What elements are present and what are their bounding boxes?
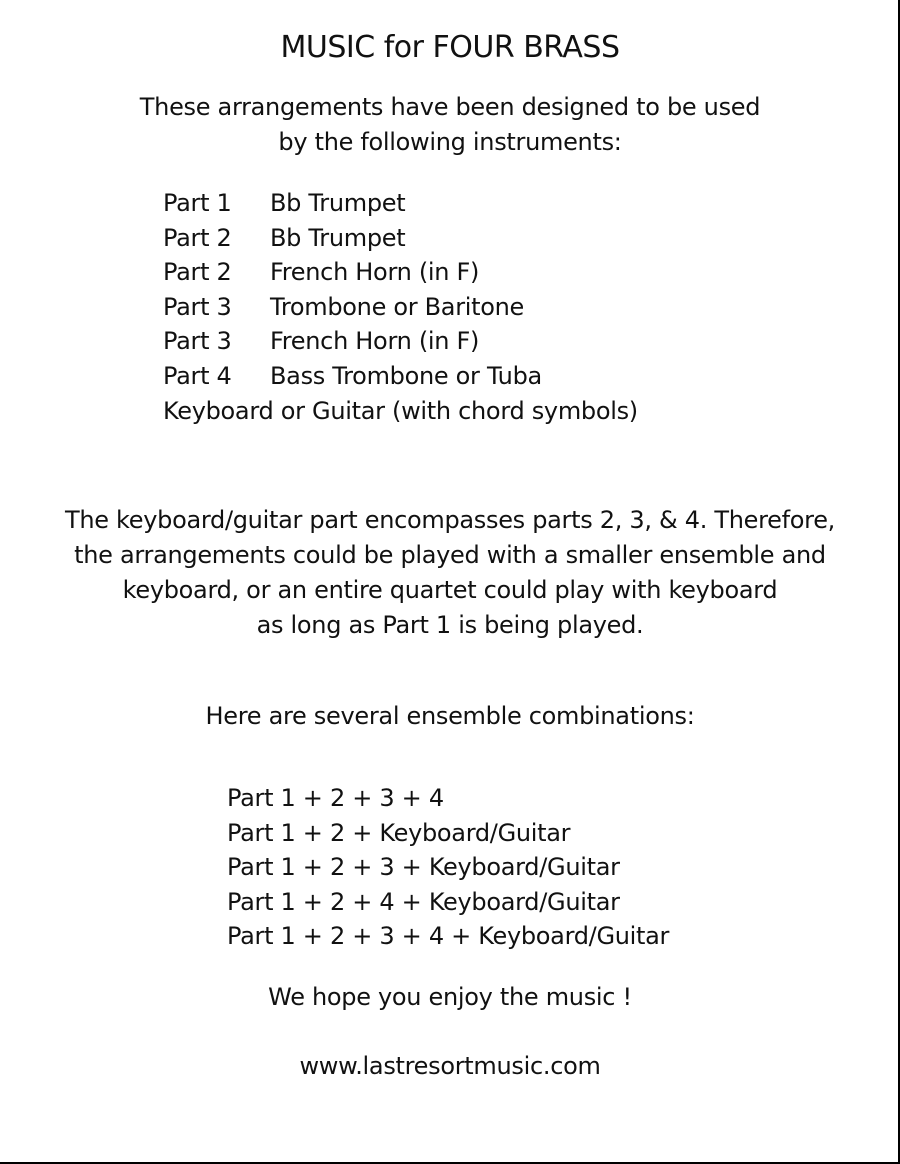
- instrument-row: [163, 290, 638, 325]
- intro-line-2: by the following instruments:: [278, 128, 622, 156]
- combination-item: Part 1 + 2 + 3 + Keyboard/Guitar: [227, 853, 620, 882]
- instrument-row: [163, 324, 638, 359]
- part-label: Part 2: [163, 223, 232, 252]
- closing-line: We hope you enjoy the music !: [268, 983, 632, 1011]
- combination-list: [227, 781, 669, 954]
- combination-item: Part 1 + 2 + 3 + 4 + Keyboard/Guitar: [227, 922, 670, 951]
- combinations-heading: Here are several ensemble combinations:: [205, 702, 695, 730]
- instrument-list: [163, 186, 638, 428]
- instrument-row: [163, 186, 638, 221]
- combination-item: Part 1 + 2 + 3 + 4: [227, 784, 444, 812]
- instrument-name: Bb Trumpet: [270, 223, 406, 252]
- instrument-name: Trombone or Baritone: [270, 292, 525, 321]
- intro-line-1: These arrangements have been designed to be used: [139, 93, 761, 121]
- instrument-row: [163, 255, 638, 290]
- part-label: Part 3: [163, 327, 232, 356]
- instrument-name: French Horn (in F): [270, 258, 480, 287]
- keyboard-paragraph-line-3: keyboard, or an entire quartet could play with keyboard: [122, 576, 778, 604]
- page-title: MUSIC for FOUR BRASS: [280, 30, 620, 65]
- instrument-name: French Horn (in F): [270, 327, 480, 356]
- part-label: Part 3: [163, 292, 232, 321]
- instrument-name: Bb Trumpet: [270, 189, 406, 217]
- keyboard-paragraph-line-1: The keyboard/guitar part encompasses parts 2, 3, & 4. Therefore,: [64, 506, 835, 534]
- part-label: Part 2: [163, 258, 232, 287]
- keyboard-guitar-line: Keyboard or Guitar (with chord symbols): [163, 396, 638, 425]
- keyboard-paragraph-line-4: as long as Part 1 is being played.: [256, 611, 644, 639]
- part-label: Part 4: [163, 361, 232, 390]
- part-label: Part 1: [163, 189, 232, 217]
- keyboard-paragraph-line-2: the arrangements could be played with a smaller ensemble and: [74, 541, 826, 569]
- combination-item: Part 1 + 2 + 4 + Keyboard/Guitar: [227, 887, 620, 916]
- instrument-name: Bass Trombone or Tuba: [270, 361, 542, 390]
- instrument-row: [163, 359, 638, 394]
- instrument-row: [163, 221, 638, 256]
- combination-item: Part 1 + 2 + Keyboard/Guitar: [227, 818, 571, 847]
- website-link[interactable]: www.lastresortmusic.com: [299, 1052, 601, 1080]
